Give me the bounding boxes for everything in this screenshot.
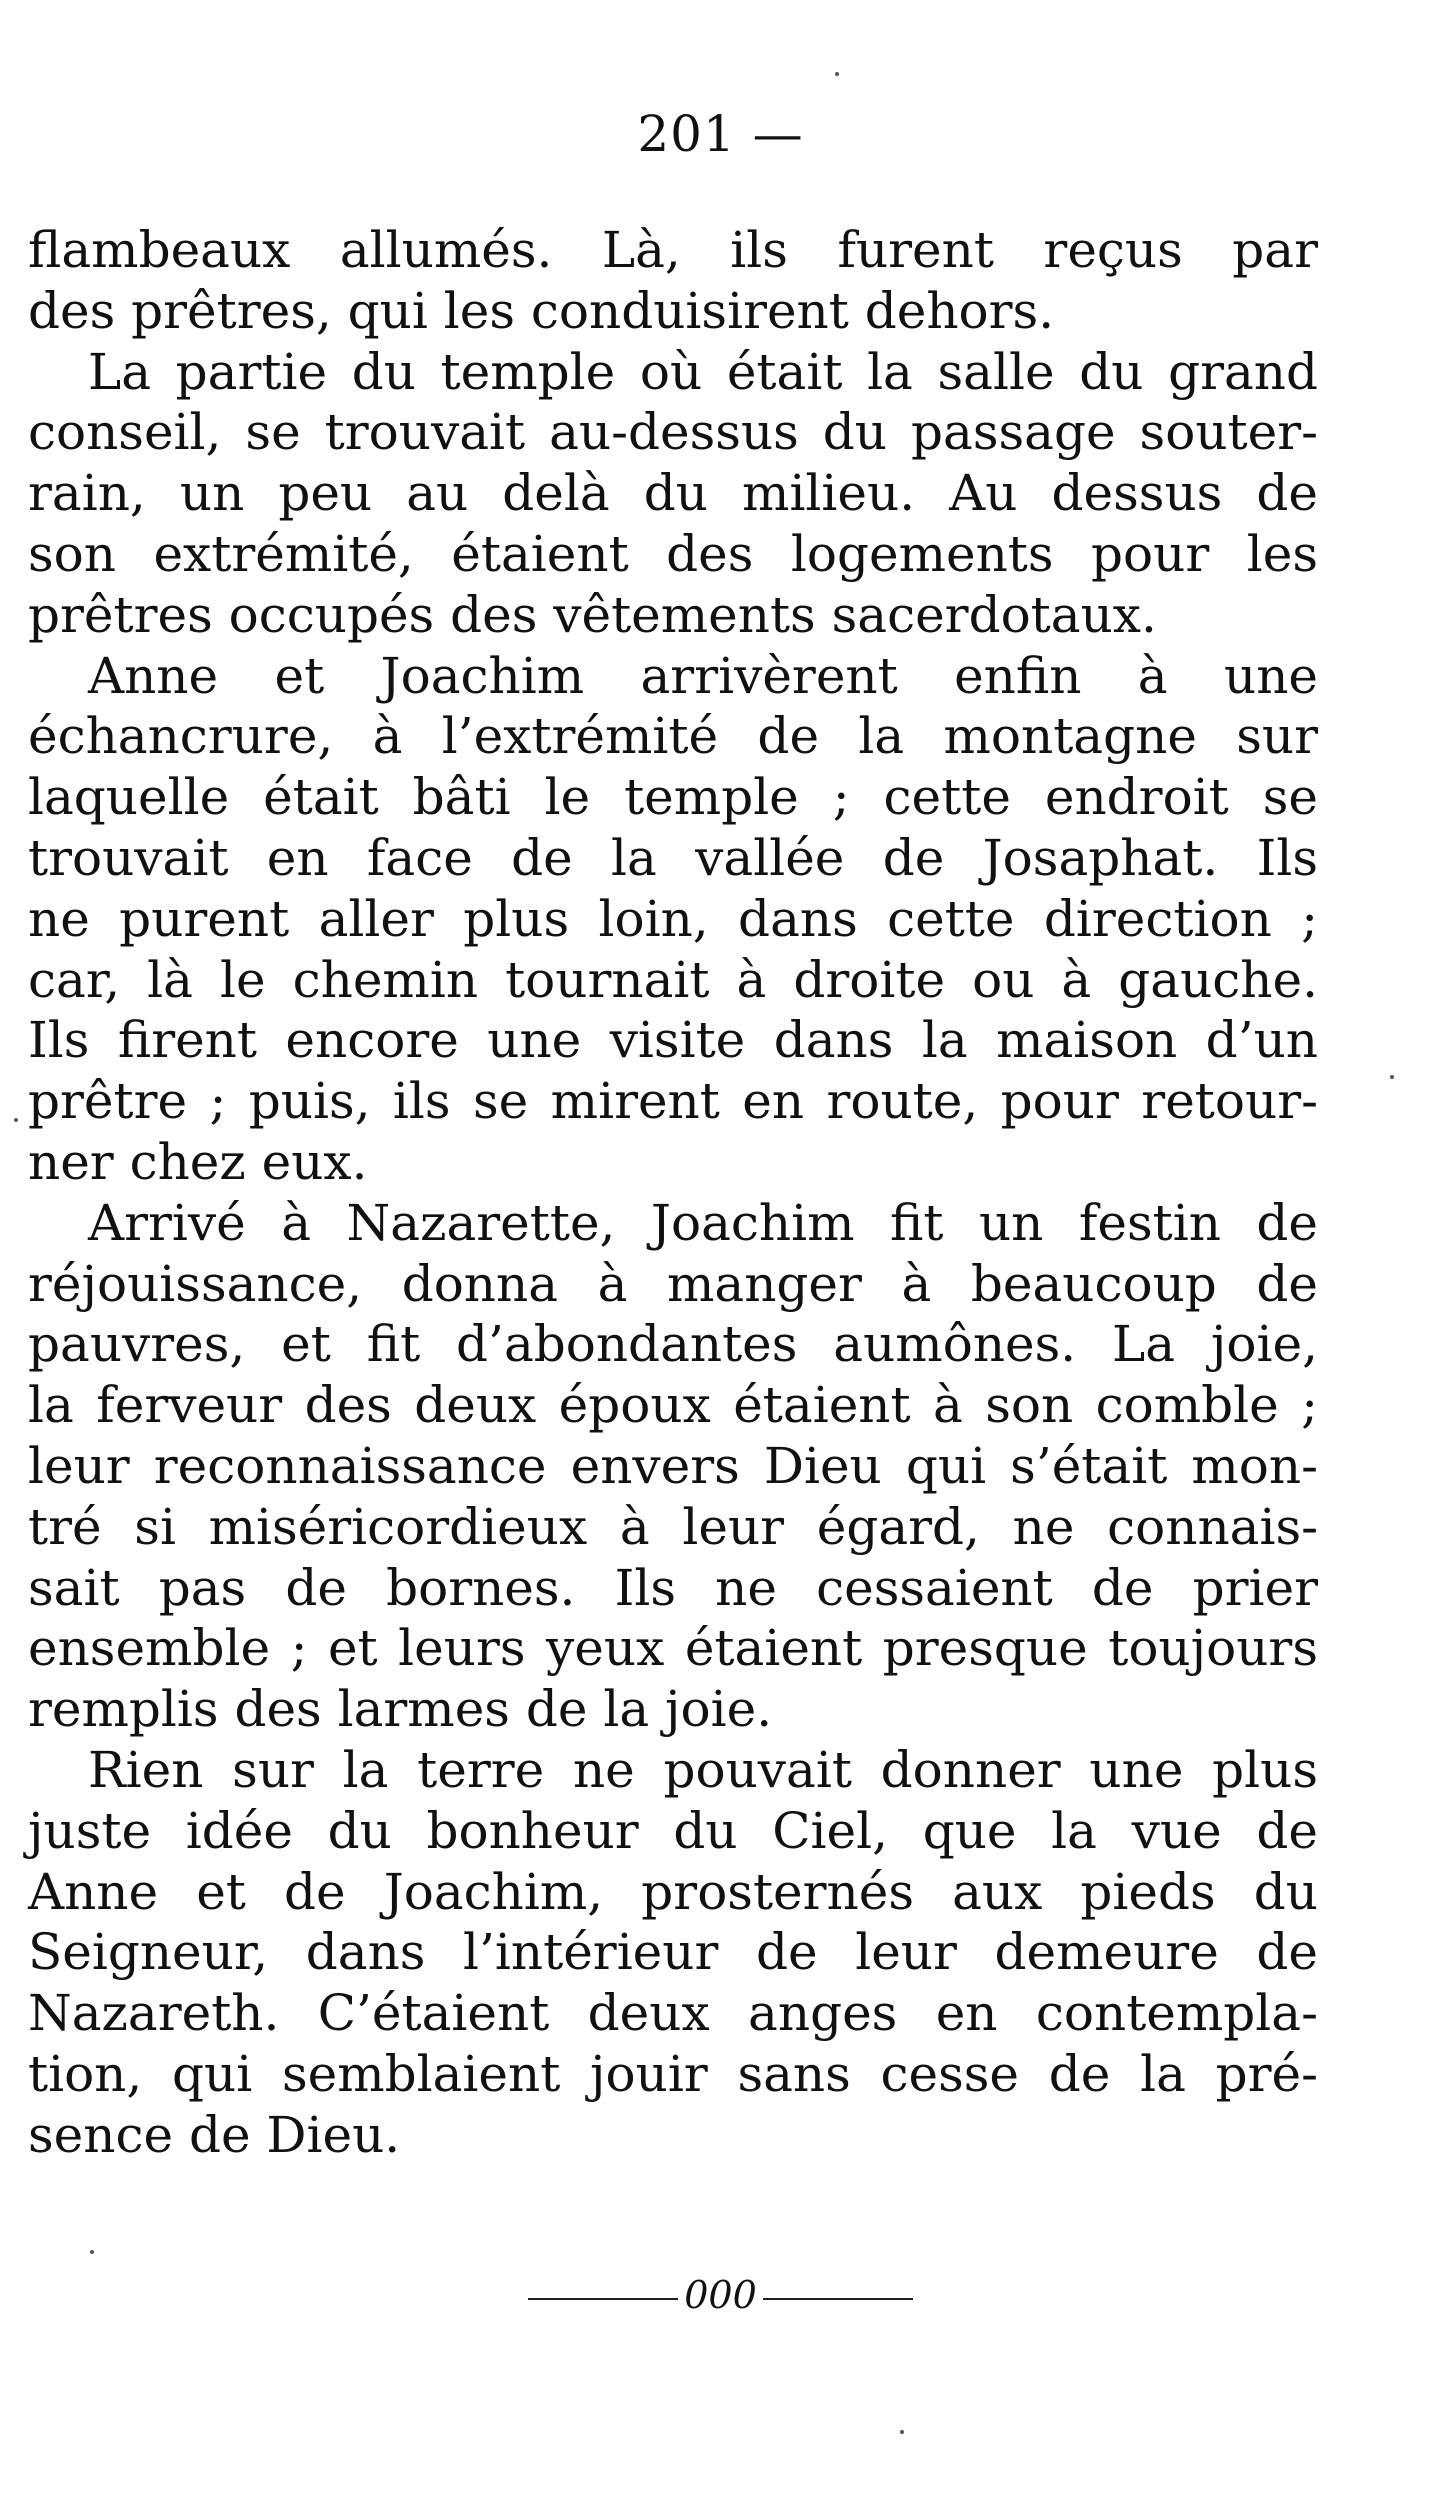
paragraph bbox=[28, 220, 1318, 342]
text-line: prêtre ; puis, ils se mirent en route, pour retour- bbox=[28, 1072, 1318, 1131]
text-line: échancrure, à l’extrémité de la montagne sur bbox=[28, 707, 1318, 766]
text-line: Rien sur la terre ne pouvait donner une plus bbox=[88, 1740, 1318, 1799]
paragraph bbox=[28, 342, 1318, 646]
text-line: sait pas de bornes. Ils ne cessaient de prier bbox=[28, 1558, 1318, 1617]
text-line: des prêtres, qui les conduisirent dehors. bbox=[28, 281, 1055, 340]
paragraph bbox=[28, 1740, 1318, 2166]
paper-speck bbox=[1390, 1075, 1394, 1079]
ornament-text: 000 bbox=[684, 2273, 757, 2317]
text-line: ne purent aller plus loin, dans cette direction ; bbox=[28, 889, 1318, 948]
text-line: Anne et de Joachim, prosternés aux pieds du bbox=[28, 1862, 1318, 1921]
paper-speck bbox=[835, 72, 839, 76]
body-text bbox=[28, 220, 1318, 2166]
text-line: sence de Dieu. bbox=[28, 2105, 401, 2164]
paper-speck bbox=[90, 2250, 94, 2254]
text-line: tion, qui semblaient jouir sans cesse de la pré- bbox=[28, 2044, 1318, 2103]
text-line: ner chez eux. bbox=[28, 1132, 368, 1191]
text-line: Seigneur, dans l’intérieur de leur demeure de bbox=[28, 1923, 1318, 1982]
text-line: réjouissance, donna à manger à beaucoup de bbox=[28, 1254, 1318, 1313]
text-line: remplis des larmes de la joie. bbox=[28, 1680, 773, 1739]
text-line: Nazareth. C’étaient deux anges en contempla- bbox=[28, 1984, 1318, 2043]
text-line: son extrémité, étaient des logements pour les bbox=[28, 524, 1318, 583]
ornament-rule-right bbox=[763, 2298, 913, 2300]
page-number: 201 — bbox=[637, 105, 804, 163]
paper-speck bbox=[14, 1118, 18, 1122]
text-line: la ferveur des deux époux étaient à son comble ; bbox=[28, 1376, 1318, 1435]
paragraph bbox=[28, 1193, 1318, 1740]
paper-speck bbox=[900, 2430, 904, 2434]
text-line: pauvres, et fit d’abondantes aumônes. La joie, bbox=[28, 1315, 1318, 1374]
text-line: juste idée du bonheur du Ciel, que la vue de bbox=[28, 1801, 1318, 1860]
text-line: ensemble ; et leurs yeux étaient presque toujours bbox=[28, 1619, 1318, 1678]
paragraph bbox=[28, 646, 1318, 1193]
text-line: prêtres occupés des vêtements sacerdotaux. bbox=[28, 585, 1157, 644]
ornament-rule-left bbox=[528, 2298, 678, 2300]
text-line: laquelle était bâti le temple ; cette endroit se bbox=[28, 768, 1318, 827]
section-ornament bbox=[0, 2270, 1441, 2320]
text-line: trouvait en face de la vallée de Josaphat. Ils bbox=[28, 828, 1318, 887]
text-line: rain, un peu au delà du milieu. Au dessus de bbox=[28, 464, 1318, 523]
text-line: Anne et Joachim arrivèrent enfin à une bbox=[88, 646, 1318, 705]
text-line: La partie du temple où était la salle du grand bbox=[88, 342, 1318, 401]
text-line: Ils firent encore une visite dans la maison d’un bbox=[28, 1011, 1318, 1070]
text-line: tré si miséricordieux à leur égard, ne connais- bbox=[28, 1497, 1318, 1556]
text-line: flambeaux allumés. Là, ils furent reçus par bbox=[28, 221, 1318, 279]
text-line: conseil, se trouvait au-dessus du passage souter- bbox=[28, 403, 1318, 462]
text-line: Arrivé à Nazarette, Joachim fit un festin de bbox=[88, 1193, 1318, 1252]
text-line: car, là le chemin tournait à droite ou à gauche. bbox=[28, 950, 1318, 1009]
text-line: leur reconnaissance envers Dieu qui s’était mon- bbox=[28, 1436, 1318, 1495]
